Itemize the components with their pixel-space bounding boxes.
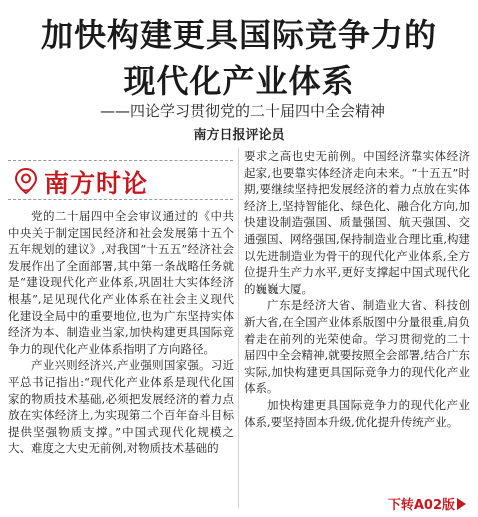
article-paragraph: 产业兴则经济兴,产业强则国家强。习近平总书记指出:“现代化产业体系是现代化国家的物质技术基础,必须把发展经济的着力点放在实体经济上,为实现第二个百年奋斗目标提供坚强物质支撑。”中国式现代化规模之大、难度之大史无前例,对物质技术基础的 (8, 358, 234, 456)
headline-line-1: 加快构建更具国际竞争力的 (40, 16, 437, 54)
column-divider (238, 148, 239, 508)
column-header-bottom-rule (8, 199, 233, 200)
continued-on-page-label: 下转A02版 (387, 498, 455, 513)
article-paragraph: 要求之高也史无前例。中国经济靠实体经济起家,也要靠实体经济走向未来。“十五五”时期,要继续坚持把发展经济的着力点放在实体经济上,坚持智能化、绿色化、融合化方向,加快建设制造强国、质量强国、航天强国、交通强国、网络强国,保持制造业合理比重,构建以先进制造业为骨干的现代化产业体系,全方位提升生产力水平,更好支撑起中国式现代化的巍巍大厦。 (244, 149, 470, 296)
headline-line-2: 现代化产业体系 (123, 62, 355, 100)
triangle-right-icon (457, 498, 466, 510)
continued-on-page-link[interactable] (388, 494, 466, 513)
column-header-top-rule (8, 160, 233, 161)
article-paragraph: 党的二十届四中全会审议通过的《中共中央关于制定国民经济和社会发展第十五个五年规划的建议》,对我国“十五五”经济社会发展作出了全面部署,其中第一条战略任务就是“建设现代化产业体系,巩固壮大实体经济根基”,足见现代化产业体系在社会主义现代化建设全局中的重要地位,也为广东坚持实体经济为本、制造业当家,加快构建更具国际竞争力的现代化产业体系指明了方向路径。 (8, 209, 234, 356)
article-right-column (244, 148, 470, 430)
location-pin-icon (14, 168, 38, 194)
article-paragraph: 广东是经济大省、制造业大省、科技创新大省,在全国产业体系版图中分量很重,肩负着走在前列的光荣使命。学习贯彻党的二十届四中全会精神,就要按照全会部署,结合广东实际,加快构建更具国际竞争力的现代化产业体系。 (244, 298, 470, 396)
subtitle: ——四论学习贯彻党的二十届四中全会精神 (100, 102, 386, 120)
article-left-column (8, 208, 234, 457)
article-paragraph: 加快构建更具国际竞争力的现代化产业体系,要坚持固本升级,优化提升传统产业。 (244, 397, 470, 429)
column-name: 南方时论 (44, 169, 149, 198)
byline: 南方日报评论员 (193, 128, 285, 143)
